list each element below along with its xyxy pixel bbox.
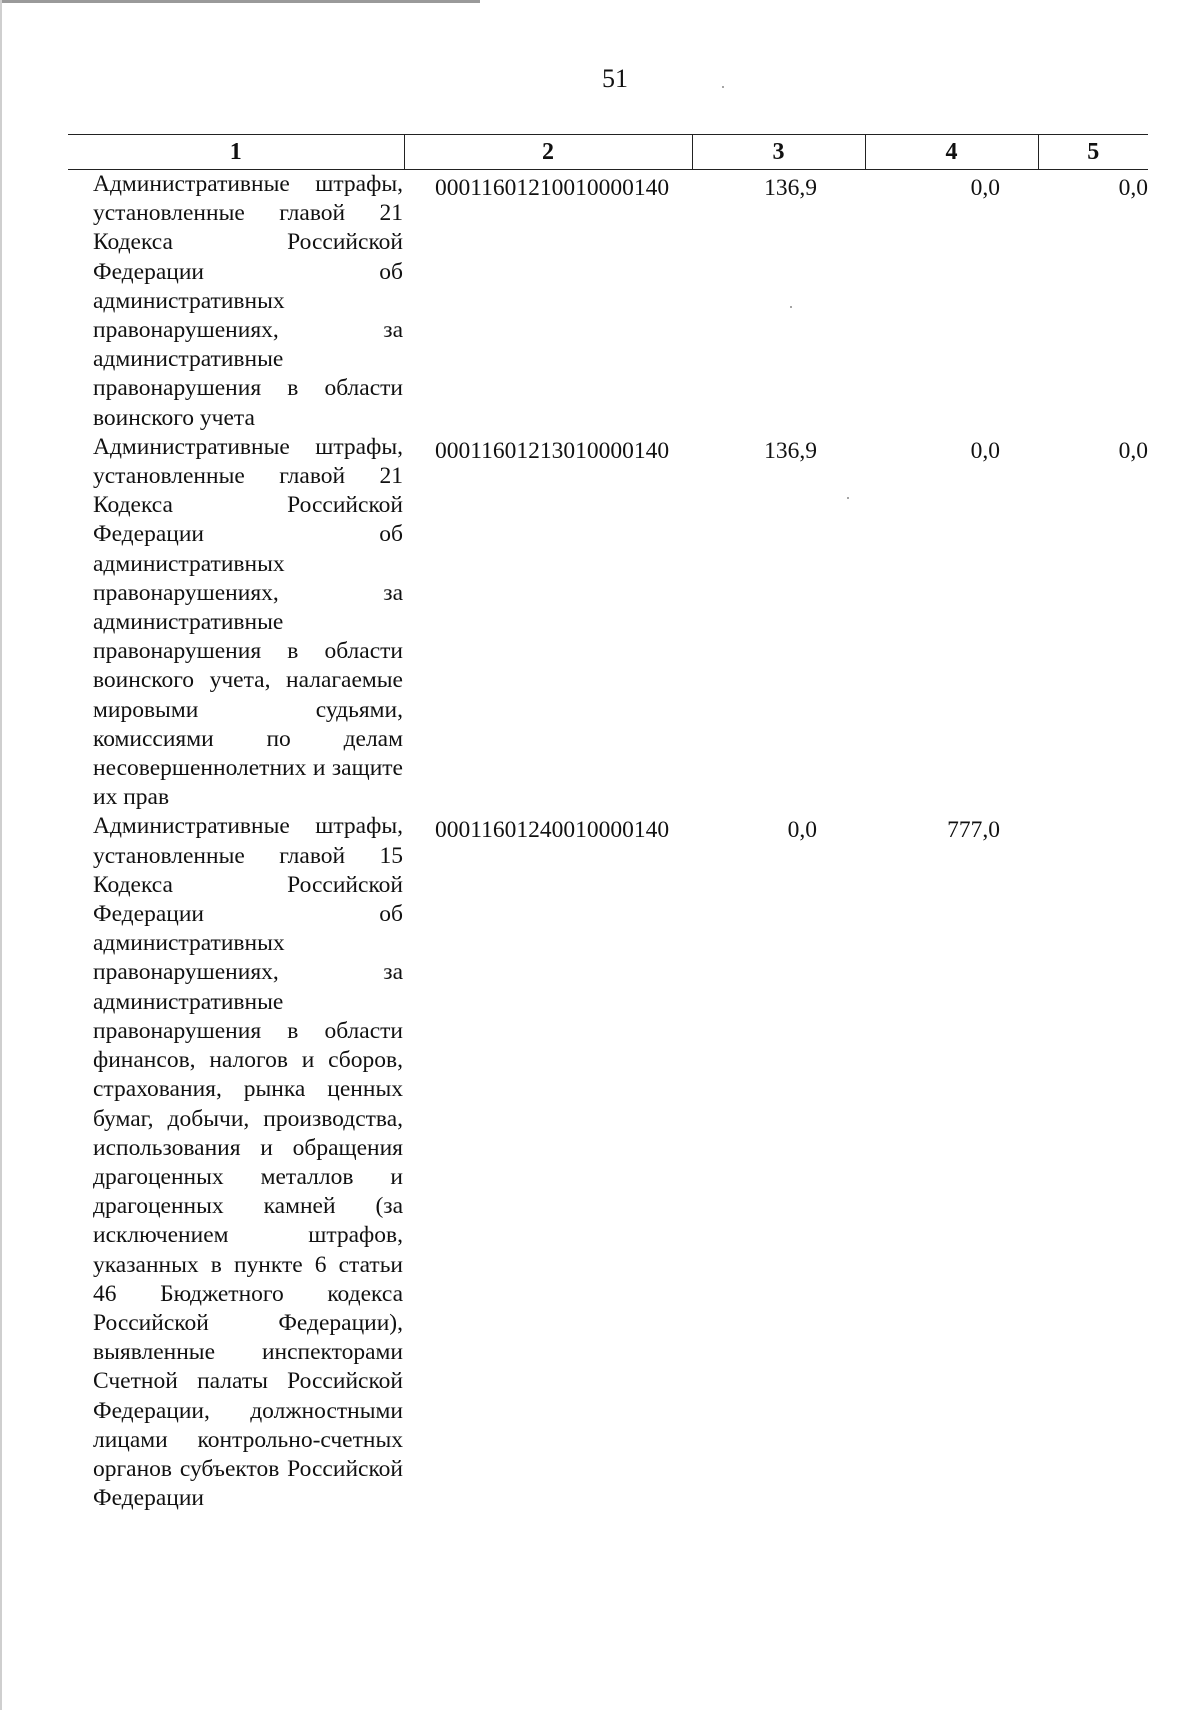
row-value-col5 (1038, 812, 1148, 1513)
table-row (68, 170, 1148, 433)
table-row (68, 433, 1148, 813)
row-name: Административные штрафы, установленные главой 21 Кодекса Российской Федерации об административных правонарушениях, за административные правонарушения в области воинского учета (93, 171, 403, 431)
header-col-3: 3 (692, 135, 865, 170)
row-code: 00011601213010000140 (435, 437, 670, 464)
header-col-5: 5 (1038, 135, 1148, 170)
row-name: Административные штрафы, установленные главой 21 Кодекса Российской Федерации об административных правонарушениях, за административные правонарушения в области воинского учета, налагаемые мировыми судьями, комиссиями по делам несовершеннолетних и защите их прав (93, 433, 403, 811)
row-value-col4: 0,0 (970, 437, 1000, 464)
row-value-col3: 0,0 (787, 817, 817, 844)
row-value-col5: 0,0 (1118, 437, 1148, 464)
page-number: 51 (602, 64, 628, 93)
table-row (68, 812, 1148, 1513)
row-name: Административные штрафы, установленные главой 15 Кодекса Российской Федерации об административных правонарушениях, за административные правонарушения в области финансов, налогов и сборов, страхования, рынка ценных бумаг, добычи, производства, использования и обращения драгоценных металлов и драгоценных камней (за исключением штрафов, указанных в пункте 6 статьи 46 Бюджетного кодекса Российской Федерации), выявленные инспекторами Счетной палаты Российской Федерации, должностными лицами контрольно-счетных органов субъектов Российской Федерации (93, 813, 403, 1512)
row-value-col4: 777,0 (947, 817, 1000, 844)
scan-artifact-left (0, 0, 2, 1710)
scan-speck (722, 86, 724, 88)
row-value-col5: 0,0 (1118, 175, 1148, 201)
row-value-col3: 136,9 (764, 437, 817, 464)
header-col-1: 1 (68, 135, 404, 170)
header-col-2: 2 (404, 135, 692, 170)
row-value-col3: 136,9 (764, 175, 817, 201)
row-code: 00011601240010000140 (435, 817, 670, 844)
row-value-col4: 0,0 (970, 175, 1000, 201)
scan-speck (847, 497, 849, 499)
header-col-4: 4 (865, 135, 1038, 170)
table-header-row (68, 135, 1148, 170)
row-code: 00011601210010000140 (435, 175, 670, 201)
scan-speck (790, 306, 792, 308)
budget-table (68, 134, 1148, 1513)
scan-artifact-top (0, 0, 480, 3)
